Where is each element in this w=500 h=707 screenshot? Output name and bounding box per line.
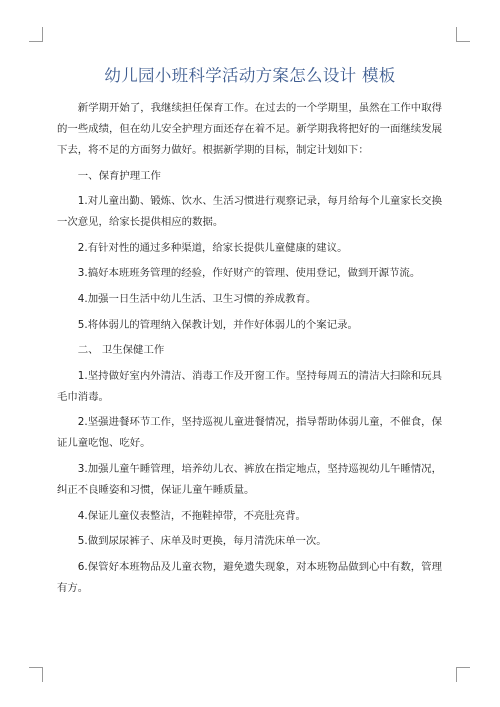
care-item-4: 4.加强一日生活中幼儿生活、卫生习惯的养成教育。 [77, 292, 317, 305]
crop-mark-bottom-left [29, 667, 43, 682]
section-heading-care: 一、保育护理工作 [77, 169, 161, 182]
hygiene-item-3: 3.加强儿童午睡管理，培养幼儿衣、裤放在指定地点，坚持巡视幼儿午睡情况，纠正不良睡姿和习惯，保证儿童午睡质量。 [57, 462, 442, 496]
crop-mark-top-left [29, 27, 43, 42]
hygiene-item-2: 2.坚强进餐环节工作，坚持巡视儿童进餐情况，指导帮助体弱儿童，不催食，保证儿童吃饱、吃好。 [57, 416, 442, 450]
intro-paragraph: 新学期开始了，我继续担任保育工作。在过去的一个学期里，虽然在工作中取得的一些成绩，但在幼儿安全护理方面还存在着不足。新学期我将把好的一面继续发展下去，将不足的方面努力做好。根据新学期的目标，制定计划如下： [57, 102, 442, 156]
care-item-2: 2.有针对性的通过多种渠道，给家长提供儿童健康的建议。 [77, 241, 348, 254]
hygiene-item-4: 4.保证儿童仪表整洁，不拖鞋掉带，不亮肚亮背。 [77, 509, 306, 522]
document-body [57, 98, 442, 603]
crop-mark-bottom-right [456, 667, 470, 682]
hygiene-item-1: 1.坚持做好室内外清洁、消毒工作及开窗工作。坚持每周五的清洁大扫除和玩具毛巾消毒。 [57, 369, 442, 403]
hygiene-item-6: 6.保管好本班物品及儿童衣物，避免遗失现象，对本班物品做到心中有数，管理有方。 [57, 560, 442, 594]
section-heading-hygiene: 二、 卫生保健工作 [77, 344, 165, 357]
hygiene-item-5: 5.做到尿尿裤子、床单及时更换，每月清洗床单一次。 [77, 535, 327, 548]
document-title: 幼儿园小班科学活动方案怎么设计 模板 [104, 66, 396, 85]
care-item-3: 3.搞好本班班务管理的经验，作好财产的管理、使用登记，做到开源节流。 [77, 267, 421, 280]
care-item-5: 5.将体弱儿的管理纳入保教计划，并作好体弱儿的个案记录。 [77, 318, 358, 331]
crop-mark-top-right [456, 27, 470, 42]
care-item-1: 1.对儿童出勤、锻炼、饮水、生活习惯进行观察记录，每月给每个儿童家长交换一次意见，给家长提供相应的数据。 [57, 195, 442, 229]
